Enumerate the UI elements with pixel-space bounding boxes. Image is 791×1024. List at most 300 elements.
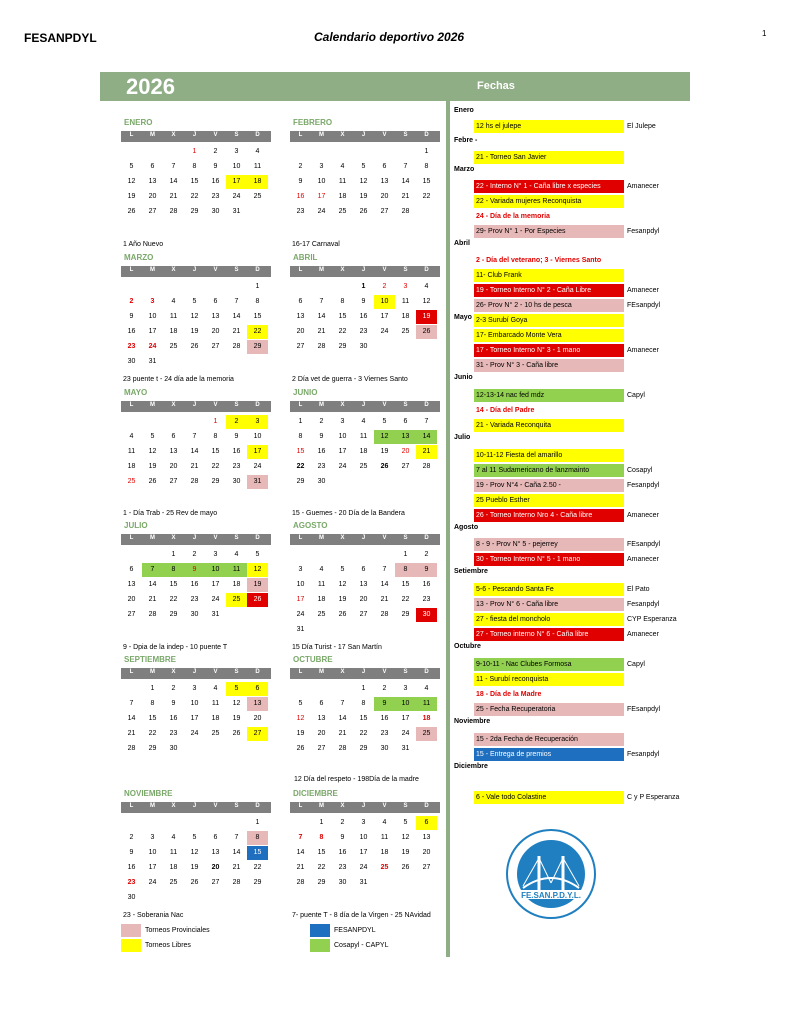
day-cell: 16 [359, 313, 368, 320]
month-name: JULIO [124, 521, 148, 530]
day-cell: 15 [317, 849, 326, 856]
day-header-row [121, 401, 271, 412]
event-month-heading: Junio [454, 374, 473, 381]
day-cell: 25 [338, 208, 347, 215]
event-item: 12-13-14 nac fed mdz [474, 389, 624, 402]
day-cell: 3 [192, 685, 197, 692]
holiday-note: 16-17 Carnaval [292, 241, 340, 248]
day-cell: 11 [338, 178, 347, 185]
day-header: S [403, 535, 408, 541]
day-cell: 30 [338, 879, 347, 886]
day-cell: 19 [296, 730, 305, 737]
day-cell: 24 [190, 730, 199, 737]
day-cell: 20 [211, 328, 220, 335]
day-cell: 28 [338, 745, 347, 752]
day-header: V [213, 267, 218, 273]
holiday-note: 1 Año Nuevo [123, 241, 164, 248]
day-cell: 14 [380, 581, 389, 588]
holiday-note: 7- puente T - 8 día de la Virgen - 25 NAvidad [292, 912, 431, 919]
day-cell: 1 [150, 685, 155, 692]
day-cell: 10 [338, 433, 347, 440]
day-cell: 9 [298, 178, 303, 185]
event-month-heading: Diciembre [454, 763, 488, 770]
event-item: 30 - Torneo Interno N° 5 - 1 mano [474, 553, 624, 566]
day-header: M [150, 803, 155, 809]
day-cell: 30 [127, 894, 136, 901]
day-cell: 23 [190, 596, 199, 603]
day-cell: 28 [232, 343, 241, 350]
day-cell: 9 [184, 563, 205, 577]
page-number: 1 [762, 29, 767, 38]
day-header-row [290, 131, 440, 142]
month-name: AGOSTO [293, 521, 328, 530]
day-cell: 28 [169, 208, 178, 215]
day-cell: 12 [232, 700, 241, 707]
day-cell: 11 [416, 697, 437, 711]
day-cell: 9 [361, 298, 366, 305]
day-cell: 26 [127, 208, 136, 215]
event-item: 11- Club Frank [474, 269, 624, 282]
event-month-heading: Octubre [454, 643, 481, 650]
day-header: D [424, 803, 429, 809]
event-item: 27 - Torneo interno N° 6 - Caña libre [474, 628, 624, 641]
day-cell: 13 [317, 715, 326, 722]
day-cell: 20 [148, 193, 157, 200]
day-cell: 5 [255, 551, 260, 558]
day-cell: 9 [234, 433, 239, 440]
day-cell: 29 [169, 611, 178, 618]
day-cell: 17 [247, 445, 268, 459]
day-cell: 22 [190, 193, 199, 200]
event-item: 19 - Prov N°4 - Caña 2.50 - [474, 479, 624, 492]
day-cell: 14 [401, 178, 410, 185]
day-cell: 21 [317, 328, 326, 335]
day-cell: 8 [163, 563, 184, 577]
day-cell: 7 [129, 700, 134, 707]
day-cell: 22 [169, 596, 178, 603]
day-header: D [255, 267, 260, 273]
day-cell: 29 [253, 879, 262, 886]
day-cell: 9 [171, 700, 176, 707]
day-cell: 6 [416, 816, 437, 830]
day-cell: 21 [380, 596, 389, 603]
day-cell: 4 [234, 551, 239, 558]
event-item: 8 - 9 - Prov N° 5 - pejerrey [474, 538, 624, 551]
day-cell: 9 [129, 313, 134, 320]
day-header: X [171, 669, 176, 675]
day-cell: 26 [338, 611, 347, 618]
month-name: ABRIL [293, 253, 318, 262]
day-cell: 5 [382, 418, 387, 425]
day-cell: 7 [298, 834, 303, 841]
day-cell: 18 [380, 849, 389, 856]
day-header: V [382, 535, 387, 541]
day-cell: 13 [380, 178, 389, 185]
day-cell: 25 [169, 879, 178, 886]
day-cell: 11 [380, 834, 389, 841]
day-cell: 25 [359, 463, 368, 470]
day-cell: 9 [129, 849, 134, 856]
day-header: J [192, 402, 197, 408]
day-cell: 3 [319, 163, 324, 170]
day-header: X [171, 132, 176, 138]
day-cell: 27 [359, 611, 368, 618]
day-cell: 22 [253, 864, 262, 871]
day-cell: 7 [319, 298, 324, 305]
day-cell: 24 [359, 864, 368, 871]
day-cell: 23 [127, 343, 136, 350]
day-cell: 27 [211, 879, 220, 886]
day-cell: 5 [340, 566, 345, 573]
day-cell: 23 [211, 193, 220, 200]
event-month-heading: Abril [454, 240, 470, 247]
day-cell: 11 [127, 448, 136, 455]
day-cell: 9 [340, 834, 345, 841]
day-cell: 15 [148, 715, 157, 722]
day-header: M [319, 669, 324, 675]
day-header: D [424, 669, 429, 675]
event-organizer: Amanecer [627, 512, 659, 519]
day-cell: 24 [380, 328, 389, 335]
day-cell: 18 [169, 864, 178, 871]
day-cell: 12 [374, 430, 395, 444]
day-cell: 10 [253, 433, 262, 440]
day-header-row [290, 668, 440, 679]
day-cell: 27 [401, 463, 410, 470]
org-name: FESANPDYL [24, 31, 97, 45]
day-cell: 26 [190, 879, 199, 886]
day-cell: 15 [422, 178, 431, 185]
day-header: M [319, 803, 324, 809]
day-cell: 31 [232, 208, 241, 215]
day-cell: 27 [127, 611, 136, 618]
day-cell: 31 [211, 611, 220, 618]
day-cell: 26 [359, 208, 368, 215]
day-cell: 24 [232, 193, 241, 200]
day-header: L [129, 803, 134, 809]
holiday-note: 15 Día Turist - 17 San Martín [292, 644, 382, 651]
day-cell: 4 [319, 566, 324, 573]
day-cell: 1 [255, 819, 260, 826]
day-cell: 21 [338, 730, 347, 737]
day-cell: 29 [338, 343, 347, 350]
day-header: M [319, 267, 324, 273]
day-cell: 13 [148, 178, 157, 185]
event-item: 29- Prov N° 1 - Por Especies [474, 225, 624, 238]
day-cell: 9 [319, 433, 324, 440]
day-cell: 28 [296, 879, 305, 886]
day-cell: 25 [127, 478, 136, 485]
day-cell: 10 [317, 178, 326, 185]
day-cell: 30 [169, 745, 178, 752]
legend-swatch [121, 939, 141, 952]
day-header: S [234, 669, 239, 675]
event-item: 26 - Torneo Interno Nro 4 - Caña libre [474, 509, 624, 522]
day-cell: 8 [213, 433, 218, 440]
day-cell: 24 [317, 208, 326, 215]
day-cell: 30 [317, 478, 326, 485]
day-header: J [361, 669, 366, 675]
day-cell: 16 [380, 715, 389, 722]
month-name: FEBRERO [293, 118, 333, 127]
day-cell: 13 [211, 313, 220, 320]
month-name: MAYO [124, 388, 148, 397]
holiday-note: 9 - Dpia de la indep - 10 puente T [123, 644, 228, 651]
day-cell: 4 [129, 433, 134, 440]
day-cell: 21 [296, 864, 305, 871]
day-cell: 28 [127, 745, 136, 752]
day-cell: 28 [317, 343, 326, 350]
day-cell: 8 [255, 298, 260, 305]
day-cell: 6 [403, 418, 408, 425]
day-cell: 11 [359, 433, 368, 440]
day-cell: 28 [148, 611, 157, 618]
day-cell: 3 [403, 685, 408, 692]
day-cell: 31 [148, 358, 157, 365]
day-header: S [234, 803, 239, 809]
day-cell: 2 [192, 551, 197, 558]
day-cell: 27 [211, 343, 220, 350]
day-cell: 23 [317, 463, 326, 470]
day-header: J [361, 132, 366, 138]
day-cell: 19 [416, 310, 437, 324]
event-organizer: Cosapyl [627, 467, 653, 474]
day-cell: 20 [401, 448, 410, 455]
day-cell: 26 [416, 325, 437, 339]
event-item: 11 - Surubí reconquista [474, 673, 624, 686]
event-organizer: Fesanpdyl [627, 751, 660, 758]
day-cell: 8 [247, 831, 268, 845]
day-cell: 3 [150, 834, 155, 841]
day-cell: 20 [211, 864, 220, 871]
event-organizer: Amanecer [627, 347, 659, 354]
day-cell: 21 [169, 193, 178, 200]
day-cell: 12 [148, 448, 157, 455]
event-organizer: FEsanpdyl [627, 302, 661, 309]
day-cell: 30 [190, 611, 199, 618]
event-month-heading: Marzo [454, 166, 475, 173]
day-cell: 26 [380, 463, 389, 470]
day-cell: 4 [171, 834, 176, 841]
event-item: 25 Pueblo Esther [474, 494, 624, 507]
event-item: 9-10-11 - Nac Clubes Formosa [474, 658, 624, 671]
day-header-row [290, 802, 440, 813]
legend-swatch [310, 924, 330, 937]
event-item: 26- Prov N° 2 - 10 hs de pesca [474, 299, 624, 312]
day-cell: 25 [253, 193, 262, 200]
event-organizer: Fesanpdyl [627, 482, 660, 489]
day-cell: 5 [129, 163, 134, 170]
fesanpdyl-logo-icon [505, 828, 597, 920]
day-cell: 15 [401, 581, 410, 588]
day-cell: 4 [382, 819, 387, 826]
day-cell: 13 [127, 581, 136, 588]
day-cell: 15 [338, 313, 347, 320]
day-cell: 14 [127, 715, 136, 722]
day-cell: 25 [380, 864, 389, 871]
day-header: D [424, 535, 429, 541]
day-header: D [255, 535, 260, 541]
day-header: X [171, 402, 176, 408]
day-cell: 23 [296, 208, 305, 215]
day-cell: 26 [190, 343, 199, 350]
day-cell: 22 [422, 193, 431, 200]
day-cell: 11 [401, 298, 410, 305]
day-cell: 22 [247, 325, 268, 339]
day-cell: 6 [319, 700, 324, 707]
day-cell: 3 [150, 298, 155, 305]
day-cell: 12 [338, 581, 347, 588]
day-cell: 7 [382, 566, 387, 573]
day-header: J [192, 803, 197, 809]
year-label: 2026 [126, 74, 175, 99]
day-header: J [192, 535, 197, 541]
day-header: M [319, 132, 324, 138]
event-organizer: Amanecer [627, 183, 659, 190]
day-cell: 8 [150, 700, 155, 707]
day-cell: 1 [298, 418, 303, 425]
day-cell: 4 [213, 685, 218, 692]
event-item: 7 al 11 Sudamericano de lanzmainto [474, 464, 624, 477]
column-divider [446, 101, 450, 957]
day-cell: 21 [401, 193, 410, 200]
day-cell: 5 [192, 298, 197, 305]
day-header: X [340, 803, 345, 809]
day-cell: 20 [359, 596, 368, 603]
day-cell: 26 [148, 478, 157, 485]
day-cell: 7 [234, 298, 239, 305]
day-cell: 11 [226, 563, 247, 577]
legend-label: Torneos Provinciales [145, 927, 210, 934]
event-item: 15 - 2da Fecha de Recuperación [474, 733, 624, 746]
day-cell: 5 [192, 834, 197, 841]
day-cell: 8 [192, 163, 197, 170]
day-cell: 14 [169, 178, 178, 185]
day-cell: 21 [190, 463, 199, 470]
day-header: S [403, 803, 408, 809]
day-cell: 30 [211, 208, 220, 215]
day-cell: 25 [226, 593, 247, 607]
day-cell: 2 [298, 163, 303, 170]
day-cell: 2 [129, 834, 134, 841]
day-cell: 14 [148, 581, 157, 588]
day-header-row [121, 534, 271, 545]
event-organizer: Fesanpdyl [627, 228, 660, 235]
day-cell: 16 [127, 864, 136, 871]
legend-label: Torneos Libres [145, 942, 191, 949]
day-cell: 23 [338, 864, 347, 871]
day-header: J [192, 132, 197, 138]
day-cell: 11 [317, 581, 326, 588]
event-organizer: Capyl [627, 392, 645, 399]
event-item: 21 - Torneo San Javier [474, 151, 624, 164]
day-header: S [403, 669, 408, 675]
day-cell: 25 [169, 343, 178, 350]
day-cell: 1 [255, 283, 260, 290]
day-cell: 14 [317, 313, 326, 320]
day-cell: 1 [361, 283, 366, 290]
day-cell: 26 [247, 593, 268, 607]
day-cell: 17 [190, 715, 199, 722]
day-cell: 22 [338, 328, 347, 335]
event-item: 13 - Prov N° 6 - Caña libre [474, 598, 624, 611]
day-header: D [424, 402, 429, 408]
day-cell: 16 [190, 581, 199, 588]
month-name: NOVIEMBRE [124, 789, 173, 798]
day-cell: 22 [296, 463, 305, 470]
day-cell: 15 [211, 448, 220, 455]
day-cell: 14 [232, 849, 241, 856]
month-name: SEPTIEMBRE [124, 655, 177, 664]
day-cell: 16 [211, 178, 220, 185]
day-cell: 15 [169, 581, 178, 588]
event-item: 24 - Día de la memoria [476, 213, 550, 220]
day-cell: 6 [298, 298, 303, 305]
day-cell: 11 [253, 163, 262, 170]
day-cell: 19 [380, 448, 389, 455]
day-cell: 3 [340, 418, 345, 425]
day-cell: 29 [401, 611, 410, 618]
day-cell: 1 [361, 685, 366, 692]
day-cell: 10 [148, 849, 157, 856]
day-cell: 25 [317, 611, 326, 618]
day-cell: 2 [382, 685, 387, 692]
day-header: D [424, 132, 429, 138]
day-cell: 8 [395, 563, 416, 577]
day-cell: 28 [401, 208, 410, 215]
month-name: ENERO [124, 118, 153, 127]
day-cell: 4 [424, 685, 429, 692]
day-header-row [290, 401, 440, 412]
day-cell: 2 [340, 819, 345, 826]
day-cell: 1 [319, 819, 324, 826]
day-cell: 13 [296, 313, 305, 320]
day-cell: 7 [171, 163, 176, 170]
event-item: 17 - Torneo Interno N° 3 - 1 mano [474, 344, 624, 357]
month-name: MARZO [124, 253, 154, 262]
day-cell: 28 [380, 611, 389, 618]
day-cell: 17 [148, 864, 157, 871]
day-cell: 21 [148, 596, 157, 603]
day-cell: 29 [211, 478, 220, 485]
day-cell: 17 [317, 193, 326, 200]
day-header: L [129, 535, 134, 541]
day-cell: 27 [422, 864, 431, 871]
day-cell: 10 [205, 563, 226, 577]
day-header: D [255, 402, 260, 408]
day-cell: 15 [253, 313, 262, 320]
day-cell: 6 [361, 566, 366, 573]
day-cell: 7 [192, 433, 197, 440]
day-header-row [121, 131, 271, 142]
event-organizer: Amanecer [627, 556, 659, 563]
day-cell: 16 [422, 581, 431, 588]
day-cell: 15 [359, 715, 368, 722]
day-cell: 16 [127, 328, 136, 335]
day-cell: 8 [298, 433, 303, 440]
event-organizer: Amanecer [627, 631, 659, 638]
holiday-note: 15 - Guemes - 20 Día de la Bandera [292, 510, 405, 517]
day-cell: 31 [401, 745, 410, 752]
event-organizer: Amanecer [627, 287, 659, 294]
day-cell: 23 [359, 328, 368, 335]
day-cell: 7 [340, 700, 345, 707]
day-cell: 6 [247, 682, 268, 696]
day-cell: 18 [211, 715, 220, 722]
day-cell: 24 [148, 879, 157, 886]
day-cell: 10 [148, 313, 157, 320]
event-item: 2-3 Surubí Goya [474, 314, 624, 327]
